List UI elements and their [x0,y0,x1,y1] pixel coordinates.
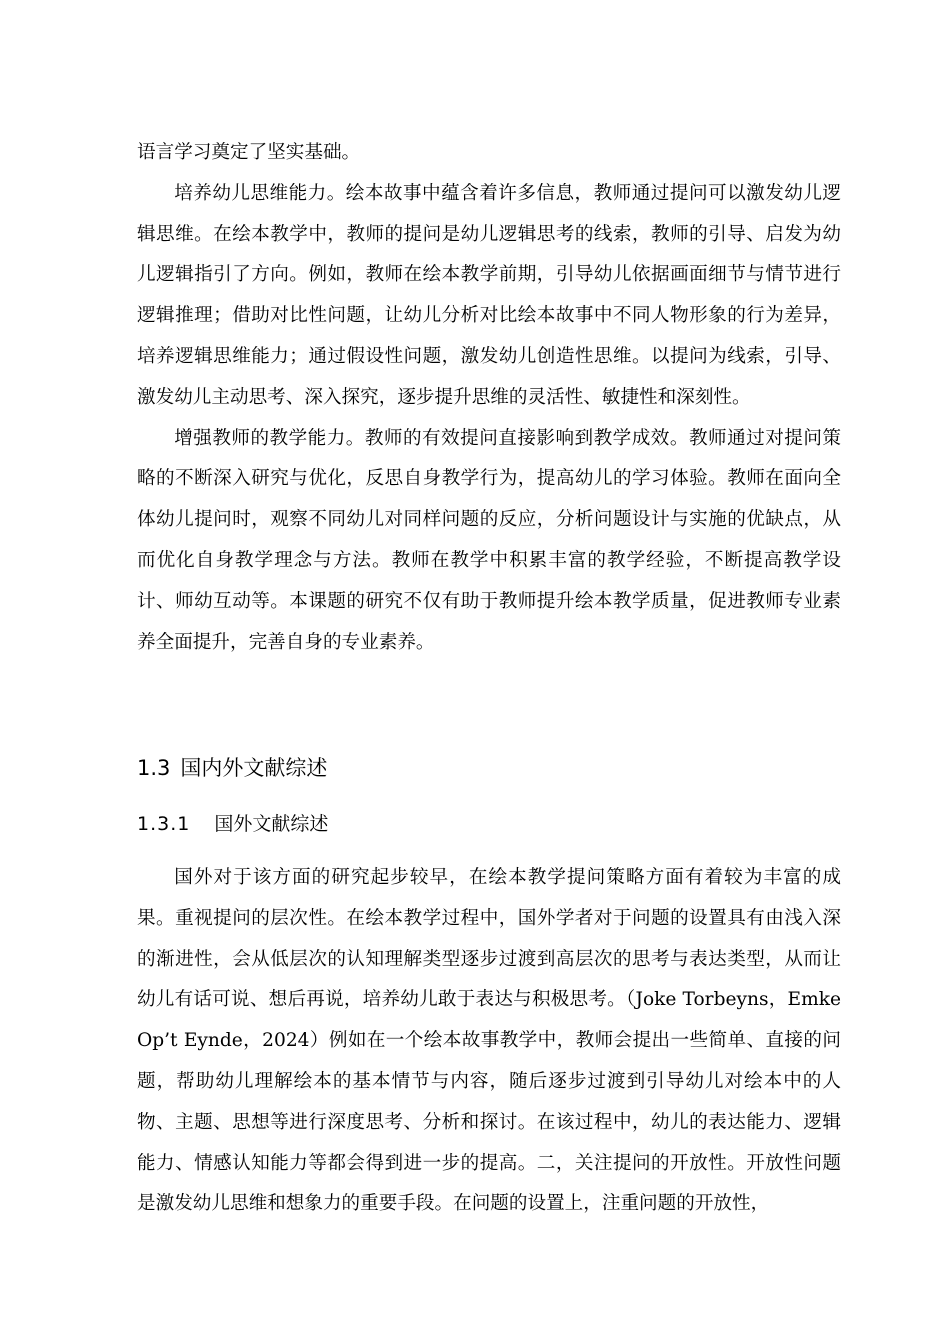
paragraph-continuation: 语言学习奠定了坚实基础。 [137,142,361,163]
subsection-number: 1.3.1 [137,813,191,835]
section-number: 1.3 [137,756,171,780]
paragraph-foreign-literature: 国外对于该方面的研究起步较早，在绘本教学提问策略方面有着较为丰富的成果。重视提问的层次性。在绘本教学过程中，国外学者对于问题的设置具有由浅入深的渐进性，会从低层次的认知理解类型逐步过渡到高层次的思考与表达类型，从而让幼儿有话可说、想后再说，培养幼儿敢于表达与积极思考。（Joke Torbeyns，Emke Op’t Eynde，2024）例如在一个绘本故事教学中，教师会提出一些简单、直接的问题，帮助幼儿理解绘本的基本情节与内容，随后逐步过渡到引导幼儿对绘本中的人物、主题、思想等进行深度思考、分析和探讨。在该过程中，幼儿的表达能力、逻辑能力、情感认知能力等都会得到进一步的提高。二，关注提问的开放性。开放性问题是激发幼儿思维和想象力的重要手段。在问题的设置上，注重问题的开放性， [137,867,841,1215]
paragraph-thinking-ability: 培养幼儿思维能力。绘本故事中蕴含着许多信息，教师通过提问可以激发幼儿逻辑思维。在绘本教学中，教师的提问是幼儿逻辑思考的线索，教师的引导、启发为幼儿逻辑指引了方向。例如，教师在绘本教学前期，引导幼儿依据画面细节与情节进行逻辑推理；借助对比性问题，让幼儿分析对比绘本故事中不同人物形象的行为差异，培养逻辑思维能力；通过假设性问题，激发幼儿创造性思维。以提问为线索，引导、激发幼儿主动思考、深入探究，逐步提升思维的灵活性、敏捷性和深刻性。 [137,182,841,408]
section-a-body [137,133,841,663]
section-heading-1-3 [137,752,327,784]
subsection-title: 国外文献综述 [214,813,329,835]
paragraph-teacher-ability: 增强教师的教学能力。教师的有效提问直接影响到教学成效。教师通过对提问策略的不断深入研究与优化，反思自身教学行为，提高幼儿的学习体验。教师在面向全体幼儿提问时，观察不同幼儿对同样问题的反应，分析问题设计与实施的优缺点，从而优化自身教学理念与方法。教师在教学中积累丰富的教学经验，不断提高教学设计、师幼互动等。本课题的研究不仅有助于教师提升绘本教学质量，促进教师专业素养全面提升，完善自身的专业素养。 [137,427,841,653]
subsection-heading-1-3-1 [137,809,328,839]
section-b-body [137,858,841,1225]
section-title: 国内外文献综述 [180,756,328,780]
